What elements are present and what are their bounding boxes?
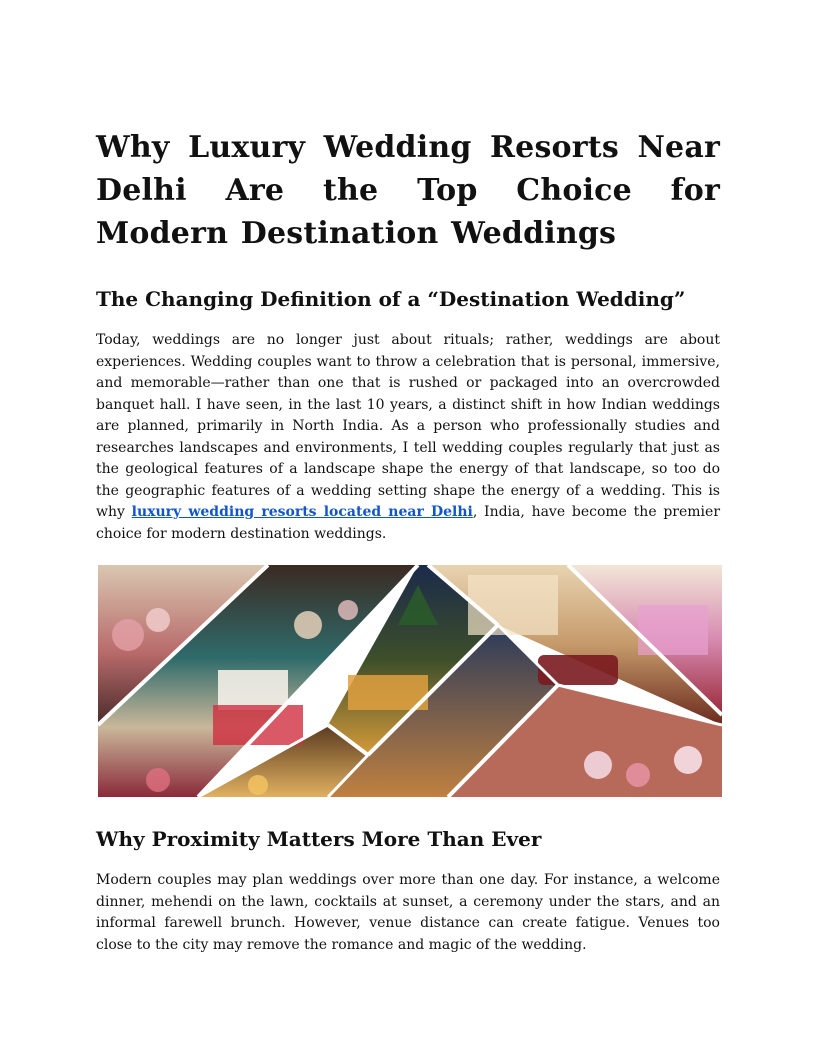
wedding-venue-collage <box>98 565 722 797</box>
article-title: Why Luxury Wedding Resorts Near Delhi Are the Top Choice for Modern Destination Weddings <box>96 130 720 251</box>
section-heading-destination-wedding: The Changing Definition of a “Destination Wedding” <box>96 287 686 311</box>
document-page <box>96 126 720 956</box>
section-heading-proximity: Why Proximity Matters More Than Ever <box>96 827 542 851</box>
intro-text-before-link: Today, weddings are no longer just about rituals; rather, weddings are about experiences. Wedding couples want to throw a celebration that is personal, immersive, and memorable—rather than one that is rushed or packaged into an overcrowded banquet hall. I have seen, in the last 10 years, a distinct shift in how Indian weddings are planned, primarily in North India. As a person who professionally studies and researches landscapes and environments, I tell wedding couples regularly that just as the geological features of a landscape shape the energy of that landscape, so too do the geographic features of a wedding setting shape the energy of a wedding. This is why <box>96 332 720 520</box>
intro-text-after-link: , India, have become the premier choice for modern destination weddings. <box>96 504 721 542</box>
resorts-near-delhi-link[interactable]: luxury wedding resorts located near Delhi <box>131 504 473 520</box>
collage-image <box>98 565 722 797</box>
proximity-paragraph: Modern couples may plan weddings over more than one day. For instance, a welcome dinner, mehendi on the lawn, cocktails at sunset, a ceremony under the stars, and an informal farewell brunch. However, venue distance can create fatigue. Venues too close to the city may remove the romance and magic of the wedding. <box>96 872 720 953</box>
intro-paragraph <box>96 330 720 545</box>
